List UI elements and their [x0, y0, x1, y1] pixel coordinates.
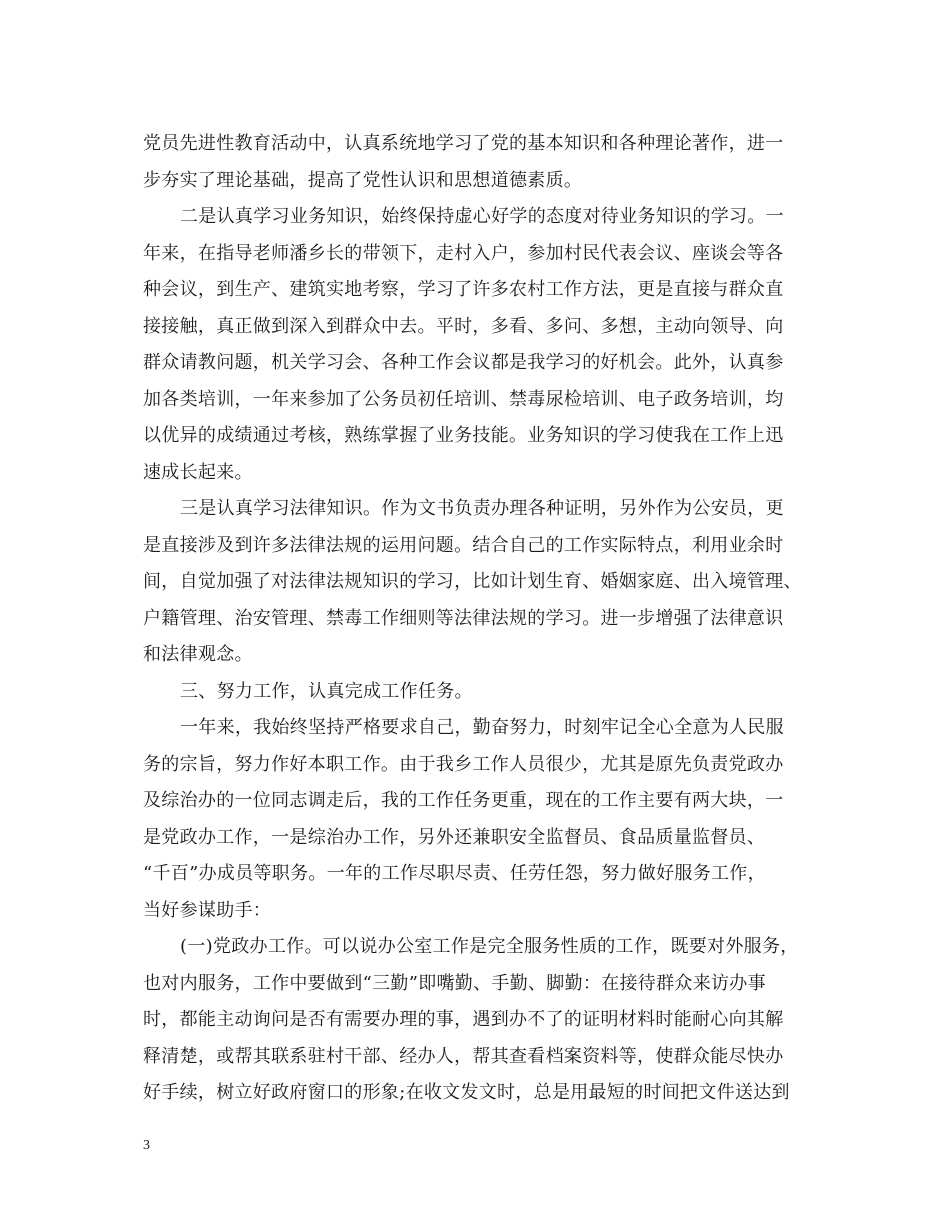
- text-line: 好手续，树立好政府窗口的形象;在收文发文时，总是用最短的时间把文件送达到: [143, 1082, 790, 1103]
- text-line: 和法律观念。: [143, 644, 253, 665]
- text-line: 年来，在指导老师潘乡长的带领下，走村入户，参加村民代表会议、座谈会等各: [143, 242, 784, 264]
- text-line: 党员先进性教育活动中，认真系统地学习了党的基本知识和各种理论著作，进一: [143, 133, 784, 154]
- text-line: 二是认真学习业务知识，始终保持虚心好学的态度对待业务知识的学习。一: [180, 206, 784, 227]
- section-heading: 三、努力工作，认真完成工作任务。: [180, 680, 473, 702]
- text-line: 及综治办的一位同志调走后，我的工作任务更重，现在的工作主要有两大块，一: [143, 790, 784, 811]
- text-line: (一)党政办工作。可以说办公室工作是完全服务性质的工作，既要对外服务，: [180, 936, 799, 957]
- text-line: 种会议，到生产、建筑实地考察，学习了许多农村工作方法，更是直接与群众直: [143, 279, 784, 300]
- page-number: 3: [143, 1138, 150, 1153]
- text-line: 释清楚，或帮其联系驻村干部、经办人，帮其查看档案资料等，使群众能尽快办: [143, 1045, 784, 1067]
- text-line: “千百”办成员等职务。一年的工作尽职尽责、任劳任怨，努力做好服务工作，: [143, 863, 766, 884]
- text-line: 三是认真学习法律知识。作为文书负责办理各种证明，另外作为公安员，更: [180, 498, 784, 519]
- text-line: 步夯实了理论基础，提高了党性认识和思想道德素质。: [143, 169, 583, 191]
- text-line: 间，自觉加强了对法律法规知识的学习，比如计划生育、婚姻家庭、出入境管理、: [143, 571, 802, 592]
- text-line: 也对内服务，工作中要做到“三勤”即嘴勤、手勤、脚勤：在接待群众来访办事: [143, 972, 766, 994]
- text-line: 速成长起来。: [143, 461, 253, 483]
- text-line: 户籍管理、治安管理、禁毒工作细则等法律法规的学习。进一步增强了法律意识: [143, 607, 784, 629]
- text-line: 接接触，真正做到深入到群众中去。平时，多看、多问、多想，主动向领导、向: [143, 315, 784, 337]
- text-line: 加各类培训，一年来参加了公务员初任培训、禁毒尿检培训、电子政务培训，均: [143, 388, 784, 410]
- text-line: 当好参谋助手：: [143, 899, 272, 921]
- document-body: [143, 126, 803, 1112]
- text-line: 一年来，我始终坚持严格要求自己，勤奋努力，时刻牢记全心全意为人民服: [180, 717, 784, 738]
- text-line: 是直接涉及到许多法律法规的运用问题。结合自己的工作实际特点，利用业余时: [143, 534, 784, 556]
- text-line: 务的宗旨，努力作好本职工作。由于我乡工作人员很少，尤其是原先负责党政办: [143, 753, 784, 775]
- text-line: 群众请教问题，机关学习会、各种工作会议都是我学习的好机会。此外，认真参: [143, 352, 784, 373]
- text-line: 是党政办工作，一是综治办工作，另外还兼职安全监督员、食品质量监督员、: [143, 826, 766, 848]
- text-line: 时，都能主动询问是否有需要办理的事，遇到办不了的证明材料时能耐心向其解: [143, 1009, 784, 1030]
- text-line: 以优异的成绩通过考核，熟练掌握了业务技能。业务知识的学习使我在工作上迅: [143, 425, 784, 446]
